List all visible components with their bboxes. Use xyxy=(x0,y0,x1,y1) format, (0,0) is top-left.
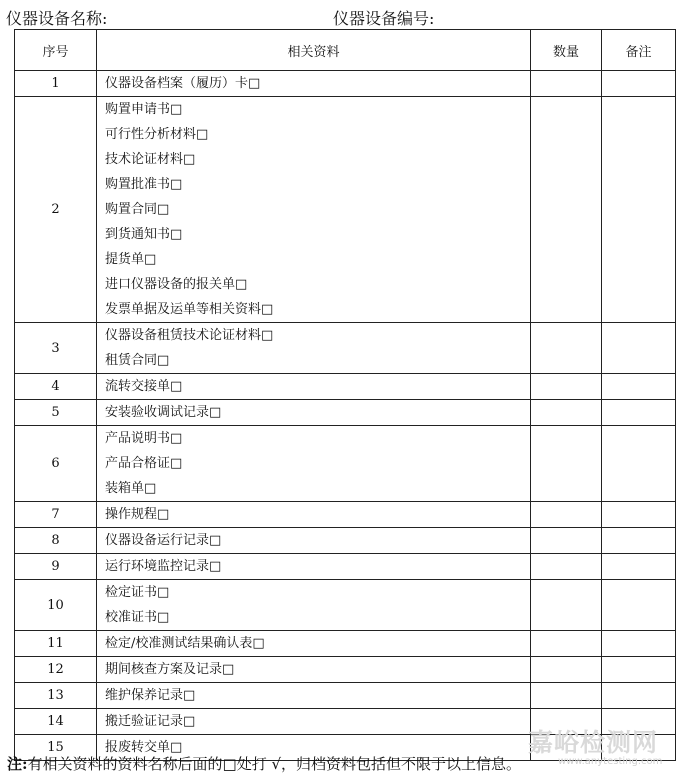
quantity-cell[interactable] xyxy=(531,426,602,502)
material-item: 搬迁验证记录□ xyxy=(105,714,196,729)
material-item: 产品说明书□ xyxy=(105,431,183,446)
materials-cell xyxy=(97,709,531,735)
materials-cell xyxy=(97,400,531,426)
remarks-cell[interactable] xyxy=(602,631,676,657)
footnote-label: 注: xyxy=(7,755,28,773)
remarks-cell[interactable] xyxy=(602,528,676,554)
row-number: 7 xyxy=(15,502,97,528)
material-item: 购置申请书□ xyxy=(105,102,183,117)
material-item: 到货通知书□ xyxy=(105,227,183,242)
remarks-cell[interactable] xyxy=(602,323,676,374)
material-item: 流转交接单□ xyxy=(105,379,183,394)
material-item: 检定/校准测试结果确认表□ xyxy=(105,636,265,651)
materials-cell xyxy=(97,502,531,528)
table-row xyxy=(15,323,676,374)
quantity-cell[interactable] xyxy=(531,683,602,709)
material-item: 仪器设备档案（履历）卡□ xyxy=(105,76,261,91)
row-number: 3 xyxy=(15,323,97,374)
material-item: 仪器设备租赁技术论证材料□ xyxy=(105,328,274,343)
quantity-cell[interactable] xyxy=(531,502,602,528)
quantity-cell[interactable] xyxy=(531,631,602,657)
column-header-remarks: 备注 xyxy=(602,30,676,71)
row-number: 2 xyxy=(15,97,97,323)
table-row xyxy=(15,683,676,709)
material-item: 安装验收调试记录□ xyxy=(105,405,222,420)
row-number: 9 xyxy=(15,554,97,580)
row-number: 4 xyxy=(15,374,97,400)
instrument-name-label: 仪器设备名称: xyxy=(6,9,108,28)
row-number: 10 xyxy=(15,580,97,631)
material-item: 进口仪器设备的报关单□ xyxy=(105,277,248,292)
row-number: 11 xyxy=(15,631,97,657)
materials-cell xyxy=(97,554,531,580)
table-row xyxy=(15,97,676,323)
instrument-number-label: 仪器设备编号: xyxy=(333,9,435,28)
table-body xyxy=(15,71,676,761)
quantity-cell[interactable] xyxy=(531,71,602,97)
remarks-cell[interactable] xyxy=(602,71,676,97)
material-item: 操作规程□ xyxy=(105,507,170,522)
archive-checklist-table xyxy=(14,29,676,761)
table-row xyxy=(15,71,676,97)
remarks-cell[interactable] xyxy=(602,502,676,528)
row-number: 15 xyxy=(15,735,97,761)
remarks-cell[interactable] xyxy=(602,97,676,323)
watermark-logo xyxy=(528,723,678,771)
quantity-cell[interactable] xyxy=(531,97,602,323)
materials-cell xyxy=(97,323,531,374)
material-item: 技术论证材料□ xyxy=(105,152,196,167)
material-item: 提货单□ xyxy=(105,252,157,267)
quantity-cell[interactable] xyxy=(531,580,602,631)
table-row xyxy=(15,400,676,426)
table-row xyxy=(15,554,676,580)
material-item: 报废转交单□ xyxy=(105,740,183,755)
table-row xyxy=(15,580,676,631)
materials-cell xyxy=(97,657,531,683)
quantity-cell[interactable] xyxy=(531,657,602,683)
remarks-cell[interactable] xyxy=(602,554,676,580)
table-row xyxy=(15,426,676,502)
materials-cell xyxy=(97,426,531,502)
column-header-quantity: 数量 xyxy=(531,30,602,71)
row-number: 12 xyxy=(15,657,97,683)
column-header-materials: 相关资料 xyxy=(97,30,531,71)
material-item: 检定证书□ xyxy=(105,585,170,600)
quantity-cell[interactable] xyxy=(531,554,602,580)
table-header-row xyxy=(15,30,676,71)
material-item: 装箱单□ xyxy=(105,481,157,496)
material-item: 产品合格证□ xyxy=(105,456,183,471)
remarks-cell[interactable] xyxy=(602,580,676,631)
materials-cell xyxy=(97,580,531,631)
table-row xyxy=(15,657,676,683)
row-number: 13 xyxy=(15,683,97,709)
watermark-url: www.anytesting.com xyxy=(558,756,663,767)
materials-cell xyxy=(97,528,531,554)
material-item: 运行环境监控记录□ xyxy=(105,559,222,574)
material-item: 维护保养记录□ xyxy=(105,688,196,703)
quantity-cell[interactable] xyxy=(531,323,602,374)
table-row xyxy=(15,528,676,554)
materials-cell xyxy=(97,71,531,97)
column-header-no: 序号 xyxy=(15,30,97,71)
material-item: 租赁合同□ xyxy=(105,353,170,368)
table-row xyxy=(15,631,676,657)
remarks-cell[interactable] xyxy=(602,374,676,400)
row-number: 5 xyxy=(15,400,97,426)
row-number: 6 xyxy=(15,426,97,502)
quantity-cell[interactable] xyxy=(531,400,602,426)
material-item: 购置批准书□ xyxy=(105,177,183,192)
materials-cell xyxy=(97,683,531,709)
footnote xyxy=(7,753,521,774)
footnote-text: 有相关资料的资料名称后面的□处打 √，归档资料包括但不限于以上信息。 xyxy=(27,755,522,773)
remarks-cell[interactable] xyxy=(602,683,676,709)
quantity-cell[interactable] xyxy=(531,374,602,400)
material-item: 购置合同□ xyxy=(105,202,170,217)
row-number: 8 xyxy=(15,528,97,554)
materials-cell xyxy=(97,374,531,400)
watermark-text: 嘉峪检测网 xyxy=(528,728,659,757)
remarks-cell[interactable] xyxy=(602,426,676,502)
materials-cell xyxy=(97,97,531,323)
quantity-cell[interactable] xyxy=(531,528,602,554)
materials-cell xyxy=(97,631,531,657)
material-item: 发票单据及运单等相关资料□ xyxy=(105,302,274,317)
table-row xyxy=(15,374,676,400)
remarks-cell[interactable] xyxy=(602,400,676,426)
row-number: 1 xyxy=(15,71,97,97)
remarks-cell[interactable] xyxy=(602,657,676,683)
material-item: 仪器设备运行记录□ xyxy=(105,533,222,548)
table-row xyxy=(15,502,676,528)
material-item: 期间核查方案及记录□ xyxy=(105,662,235,677)
material-item: 校准证书□ xyxy=(105,610,170,625)
row-number: 14 xyxy=(15,709,97,735)
material-item: 可行性分析材料□ xyxy=(105,127,209,142)
